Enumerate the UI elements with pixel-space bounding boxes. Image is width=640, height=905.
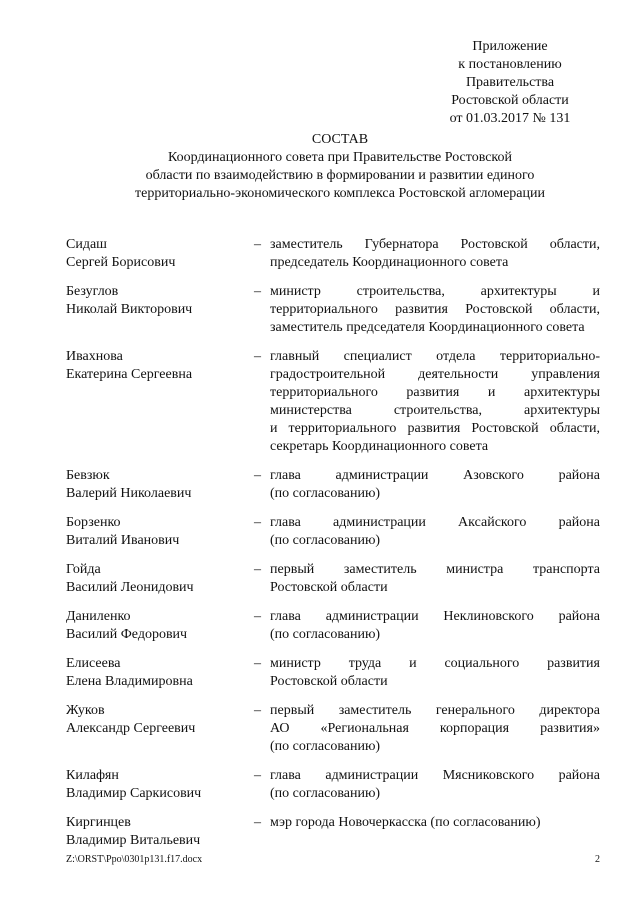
role-line: мэр города Новочеркасска (по согласованию) [270, 815, 541, 830]
role-line: министр труда и социального развития [270, 656, 600, 671]
member-name [66, 467, 254, 503]
member-surname: Жуков [66, 703, 105, 718]
member-surname: Безуглов [66, 284, 119, 299]
dash-separator: – [254, 515, 261, 530]
member-row [66, 561, 600, 597]
member-name [66, 236, 254, 272]
title-line: Координационного совета при Правительстве Ростовской [167, 150, 513, 165]
appendix-line: Приложение [472, 39, 548, 54]
member-given-names: Василий Федорович [66, 627, 188, 642]
title-line: территориально-экономического комплекса Ростовской агломерации [134, 186, 545, 201]
role-line: министр строительства, архитектуры и [270, 284, 600, 299]
dash-separator: – [254, 284, 261, 299]
role-line: глава администрации Азовского района [270, 468, 600, 483]
member-row [66, 702, 600, 756]
member-row [66, 655, 600, 691]
role-line: (по согласованию) [270, 739, 381, 754]
member-given-names: Валерий Николаевич [66, 486, 192, 501]
dash-separator: – [254, 237, 261, 252]
member-given-names: Василий Леонидович [66, 580, 194, 595]
member-given-names: Владимир Витальевич [66, 833, 201, 848]
member-row [66, 283, 600, 337]
appendix-line: Ростовской области [451, 93, 569, 108]
member-name [66, 814, 254, 850]
role-line: глава администрации Аксайского района [270, 515, 600, 530]
appendix-block [420, 38, 600, 128]
member-given-names: Виталий Иванович [66, 533, 180, 548]
member-role [270, 814, 600, 850]
member-given-names: Екатерина Сергеевна [66, 367, 193, 382]
role-line: Ростовской области [270, 674, 388, 689]
role-line: министерства строительства, архитектуры [270, 403, 600, 418]
member-surname: Гойда [66, 562, 101, 577]
role-line: (по согласованию) [270, 533, 381, 548]
title-heading: СОСТАВ [311, 132, 369, 147]
member-given-names: Александр Сергеевич [66, 721, 196, 736]
member-row [66, 814, 600, 850]
member-role [270, 467, 600, 503]
dash-separator: – [254, 703, 261, 718]
member-given-names: Елена Владимировна [66, 674, 193, 689]
member-surname: Бевзюк [66, 468, 110, 483]
role-line: Ростовской области [270, 580, 388, 595]
member-role [270, 702, 600, 756]
dash-separator: – [254, 562, 261, 577]
member-name [66, 348, 254, 456]
member-row [66, 767, 600, 803]
dash-separator: – [254, 468, 261, 483]
role-line: главный специалист отдела территориально- [270, 349, 600, 364]
dash-separator: – [254, 656, 261, 671]
role-line: (по согласованию) [270, 486, 381, 501]
member-row [66, 608, 600, 644]
role-line: АО «Региональная корпорация развития» [270, 721, 600, 736]
role-line: (по согласованию) [270, 786, 381, 801]
member-name [66, 702, 254, 756]
member-surname: Елисеева [66, 656, 121, 671]
member-row [66, 236, 600, 272]
member-surname: Килафян [66, 768, 119, 783]
title-line: области по взаимодействию в формировании и развитии единого [145, 168, 535, 183]
member-given-names: Сергей Борисович [66, 255, 176, 270]
members-list [66, 236, 600, 861]
member-given-names: Владимир Саркисович [66, 786, 202, 801]
member-name [66, 561, 254, 597]
role-line: заместитель председателя Координационного совета [270, 320, 585, 335]
role-line: секретарь Координационного совета [270, 439, 489, 454]
member-row [66, 514, 600, 550]
member-surname: Ивахнова [66, 349, 123, 364]
member-role [270, 655, 600, 691]
member-given-names: Николай Викторович [66, 302, 193, 317]
role-line: председатель Координационного совета [270, 255, 509, 270]
dash-separator: – [254, 768, 261, 783]
member-role [270, 608, 600, 644]
role-line: первый заместитель генерального директора [270, 703, 600, 718]
role-line: глава администрации Мясниковского района [270, 768, 600, 783]
appendix-line: к постановлению [458, 57, 562, 72]
page-footer [66, 854, 600, 866]
appendix-line: Правительства [465, 75, 555, 90]
document-title [80, 131, 600, 203]
role-line: и территориального развития Ростовской области, [270, 421, 600, 436]
member-role [270, 514, 600, 550]
role-line: первый заместитель министра транспорта [270, 562, 600, 577]
member-role [270, 561, 600, 597]
dash-separator: – [254, 815, 261, 830]
file-path: Z:\ORST\Ppo\0301p131.f17.docx [66, 854, 203, 865]
role-line: глава администрации Неклиновского района [270, 609, 600, 624]
member-role [270, 236, 600, 272]
dash-separator: – [254, 349, 261, 364]
member-role [270, 283, 600, 337]
member-surname: Даниленко [66, 609, 131, 624]
page-number: 2 [595, 854, 600, 865]
member-surname: Киргинцев [66, 815, 131, 830]
role-line: территориального развития и архитектуры [270, 385, 600, 400]
member-role [270, 767, 600, 803]
member-name [66, 608, 254, 644]
member-row [66, 467, 600, 503]
member-name [66, 655, 254, 691]
member-surname: Сидаш [66, 237, 107, 252]
member-name [66, 767, 254, 803]
role-line: (по согласованию) [270, 627, 381, 642]
member-surname: Борзенко [66, 515, 121, 530]
member-name [66, 514, 254, 550]
dash-separator: – [254, 609, 261, 624]
role-line: градостроительной деятельности управления [270, 367, 600, 382]
member-role [270, 348, 600, 456]
role-line: территориального развития Ростовской области, [270, 302, 600, 317]
role-line: заместитель Губернатора Ростовской области, [270, 237, 600, 252]
member-row [66, 348, 600, 456]
appendix-line: от 01.03.2017 № 131 [449, 111, 571, 126]
member-name [66, 283, 254, 337]
